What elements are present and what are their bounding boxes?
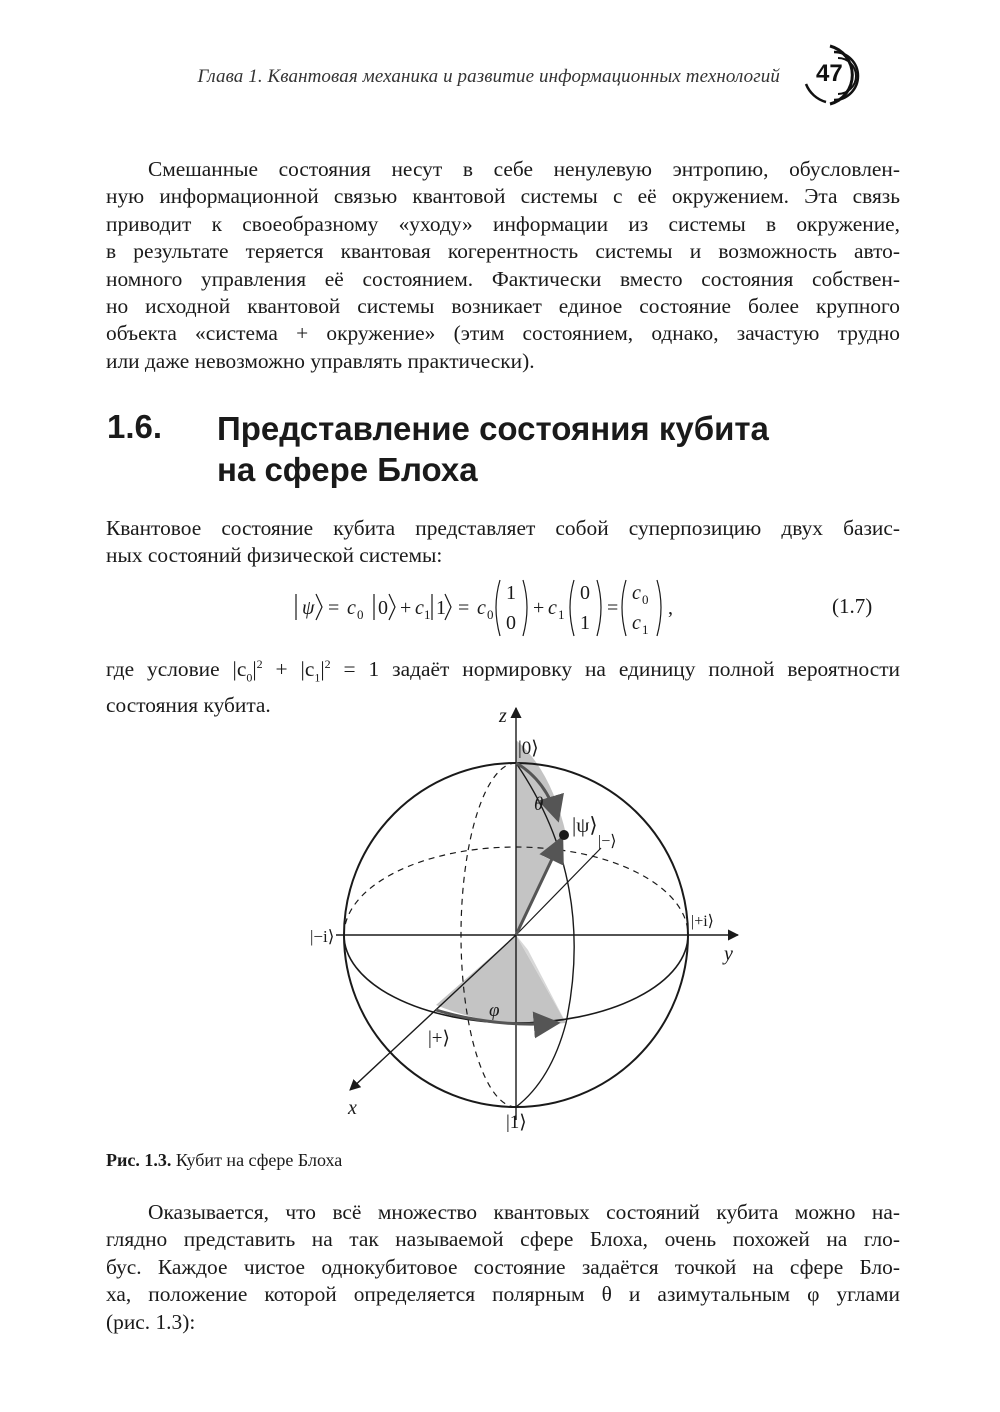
paragraph-superposition xyxy=(106,515,900,570)
text-line: (рис. 1.3): xyxy=(106,1309,196,1334)
text-line: глядно представить на так называемой сфере Блоха, очень похожей на гло- xyxy=(106,1227,900,1252)
text-line: номного управления её состоянием. Фактически вместо состояния собствен- xyxy=(106,266,900,291)
axis-x-label: x xyxy=(348,1097,357,1119)
phi-label: φ xyxy=(489,1000,500,1021)
eq-c0-sub: 0 xyxy=(487,607,494,622)
eq-vec1-top: 1 xyxy=(506,582,516,604)
eq-vec2-bottom: 1 xyxy=(580,612,590,634)
text-line: в результате теряется квантовая когерентность системы и возможность авто- xyxy=(106,239,900,264)
eq-vec3-top: c xyxy=(632,582,641,604)
text-fragment: = 1 задаёт нормировку на единицу полной вероятности xyxy=(330,657,900,682)
text-line: Квантовое состояние кубита представляет собой суперпозицию двух базис- xyxy=(106,516,900,540)
text-fragment: где условие |c xyxy=(106,657,247,682)
eq-vec3-top-sub: 0 xyxy=(642,592,649,607)
eq-vec3-bottom: c xyxy=(632,612,641,634)
text-line: Оказывается, что всё множество квантовых состояний кубита можно на- xyxy=(148,1200,900,1224)
eq-equals: = xyxy=(458,597,470,619)
eq-equals: = xyxy=(607,597,619,619)
superscript: 2 xyxy=(256,657,263,671)
text-line: или даже невозможно управлять практически). xyxy=(106,348,535,373)
eq-equals: = xyxy=(328,597,340,619)
eq-plus: + xyxy=(533,597,545,619)
text-line: бус. Каждое чистое однокубитовое состояние задаётся точкой на сфере Бло- xyxy=(106,1254,900,1279)
eq-plus: + xyxy=(400,597,412,619)
psi-label: |ψ⟩ xyxy=(572,813,598,837)
section-title-line: Представление состояния кубита xyxy=(217,410,769,447)
paragraph-bloch-sphere xyxy=(106,1199,900,1336)
equation-number: (1.7) xyxy=(832,594,873,618)
subscript: 0 xyxy=(246,670,253,685)
text-line: состояния кубита. xyxy=(106,692,271,717)
axis-y-label: y xyxy=(724,943,733,965)
eq-psi: ψ xyxy=(302,597,315,619)
text-line: ную информационной связью квантовой системы с её окружением. Эта связь xyxy=(106,184,900,209)
caption-prefix: Рис. 1.3. xyxy=(106,1150,172,1170)
equation-1-7 xyxy=(292,574,692,646)
section-number: 1.6. xyxy=(107,408,163,445)
running-header: Глава 1. Квантовая механика и развитие информационных технологий xyxy=(197,66,780,87)
plus-i-label: |+i⟩ xyxy=(691,913,714,930)
eq-c1-sub: 1 xyxy=(558,607,565,622)
state-point xyxy=(559,830,569,840)
text-line: ных состояний физической системы: xyxy=(106,543,443,568)
paragraph-mixed-states xyxy=(106,156,900,375)
superscript: 2 xyxy=(324,657,331,671)
eq-vec2-top: 0 xyxy=(580,582,590,604)
figure-caption xyxy=(106,1150,342,1171)
section-title xyxy=(217,408,769,490)
eq-vec1-bottom: 0 xyxy=(506,612,516,634)
bloch-sphere-figure xyxy=(296,700,756,1140)
eq-c1: c xyxy=(415,597,424,619)
minus-i-label: |−i⟩ xyxy=(310,927,335,946)
caption-text: Кубит на сфере Блоха xyxy=(171,1150,343,1170)
minus-label: |−⟩ xyxy=(598,833,617,850)
text-line: где условие $|c_0|^2 + |c_1|^2 = 1$ задаёт нормировку на единицу полной вероятности xyxy=(106,657,900,685)
subscript: 1 xyxy=(314,670,321,685)
eq-ket1: 1 xyxy=(436,597,446,619)
eq-c1-sub: 1 xyxy=(424,607,431,622)
theta-label: θ xyxy=(534,794,544,815)
eq-c0: c xyxy=(347,597,356,619)
axis-z-label: z xyxy=(499,705,507,727)
text-line: ха, положение которой определяется полярным θ и азимутальным φ углами xyxy=(106,1282,900,1307)
text-line: приводит к своеобразному «уходу» информации из системы в окружение, xyxy=(106,211,900,236)
page-number: 47 xyxy=(816,60,843,87)
text-line: объекта «система + окружение» (этим состоянием, однако, зачастую трудно xyxy=(106,321,900,346)
text-line: но исходной квантовой системы возникает единое состояние более крупного xyxy=(106,294,900,319)
ket1-label: |1⟩ xyxy=(506,1112,527,1133)
eq-vec3-bottom-sub: 1 xyxy=(642,622,649,637)
eq-c0: c xyxy=(477,597,486,619)
eq-ket0: 0 xyxy=(378,597,388,619)
text-line: Смешанные состояния несут в себе ненулевую энтропию, обусловлен- xyxy=(148,157,900,181)
ket0-label: |0⟩ xyxy=(518,738,539,759)
text-fragment: + |c xyxy=(262,657,315,682)
eq-c1: c xyxy=(548,597,557,619)
section-title-line: на сфере Блоха xyxy=(217,451,478,488)
eq-comma: , xyxy=(668,597,673,619)
plus-label: |+⟩ xyxy=(428,1028,450,1049)
eq-c0-sub: 0 xyxy=(357,607,364,622)
